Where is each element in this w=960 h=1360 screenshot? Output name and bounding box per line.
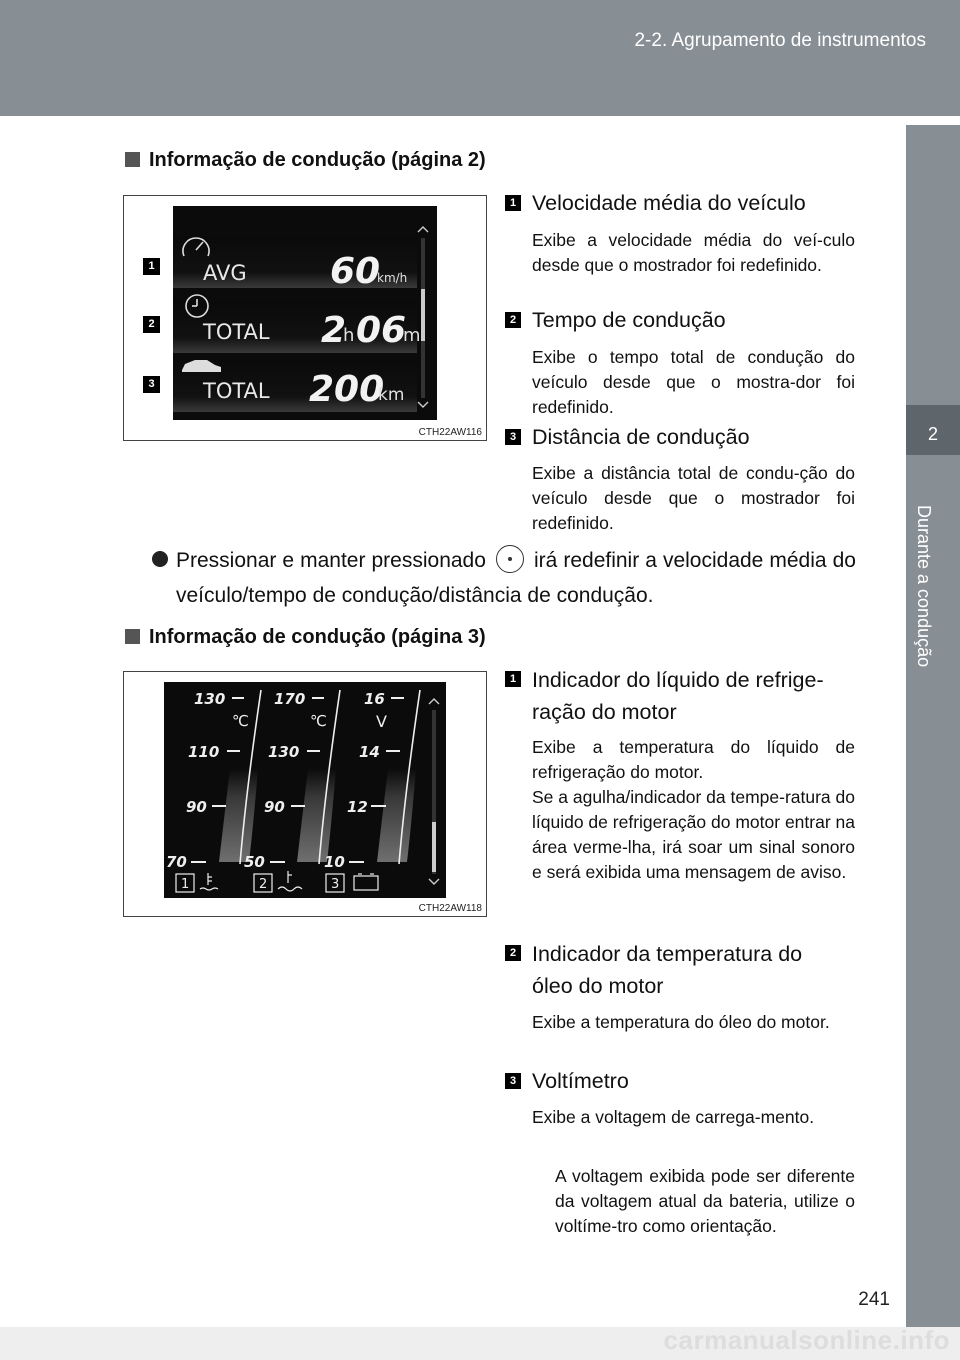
watermark-text: carmanualsonline.info bbox=[663, 1325, 950, 1355]
page-number: 241 bbox=[858, 1289, 890, 1310]
svg-text:16: 16 bbox=[364, 690, 385, 708]
reset-instruction: Pressionar e manter pressionado irá redefinir a velocidade média do veículo/tempo de condução/distância de condução. bbox=[152, 543, 856, 613]
svg-text:1: 1 bbox=[181, 877, 190, 892]
figure-driving-info-page2 bbox=[123, 195, 487, 441]
callout-2: 2 bbox=[143, 316, 160, 333]
item-voltmeter: 3 Voltímetro bbox=[505, 1066, 857, 1097]
svg-text:12: 12 bbox=[347, 798, 368, 816]
item-oil-temp-desc: Exibe a temperatura do óleo do motor. bbox=[532, 1012, 830, 1032]
figure-code: CTH22AW118 bbox=[418, 903, 482, 914]
square-bullet-icon bbox=[125, 152, 140, 167]
side-tab-label: Durante a condução bbox=[914, 505, 934, 668]
svg-text:2: 2 bbox=[259, 877, 268, 892]
svg-text:km/h: km/h bbox=[377, 271, 408, 285]
section-title-page3: Informação de condução (página 3) bbox=[125, 626, 486, 649]
svg-text:200: 200 bbox=[309, 369, 385, 410]
item-driving-distance: 3 Distância de condução bbox=[505, 422, 857, 453]
chapter-title: 2-2. Agrupamento de instrumentos bbox=[634, 30, 926, 51]
svg-text:℃: ℃ bbox=[232, 712, 249, 730]
svg-text:50: 50 bbox=[244, 853, 265, 871]
svg-text:TOTAL: TOTAL bbox=[203, 379, 270, 403]
side-tab bbox=[906, 125, 960, 1360]
svg-text:90: 90 bbox=[186, 798, 207, 816]
item-driving-distance-desc: Exibe a distância total de condu-ção do veículo desde que o mostrador foi redefinido. bbox=[532, 463, 855, 533]
item-oil-temp-gauge: 2 Indicador da temperatura do óleo do motor bbox=[505, 938, 857, 1002]
item-average-speed-desc: Exibe a velocidade média do veí-culo desde que o mostrador foi redefinido. bbox=[532, 230, 855, 275]
svg-text:km: km bbox=[378, 385, 405, 405]
svg-text:m: m bbox=[403, 325, 421, 346]
item-driving-time-desc: Exibe o tempo total de condução do veículo desde que o mostra-dor foi redefinido. bbox=[532, 347, 855, 417]
svg-text:℃: ℃ bbox=[310, 712, 327, 730]
svg-text:h: h bbox=[343, 325, 355, 346]
voltmeter-note: A voltagem exibida pode ser diferente da voltagem atual da bateria, utilize o voltíme-tro como orientação. bbox=[555, 1166, 855, 1236]
svg-text:170: 170 bbox=[274, 690, 306, 708]
svg-text:70: 70 bbox=[166, 853, 187, 871]
side-tab-number: 2 bbox=[927, 424, 938, 444]
item-coolant-gauge: 1 Indicador do líquido de refrige- ração do motor bbox=[505, 664, 857, 728]
page-header bbox=[0, 0, 960, 116]
bullet-dot-icon bbox=[152, 551, 168, 567]
square-bullet-icon bbox=[125, 629, 140, 644]
callout-3: 3 bbox=[143, 376, 160, 393]
svg-text:3: 3 bbox=[331, 877, 340, 892]
svg-text:130: 130 bbox=[194, 690, 226, 708]
steering-switch-icon bbox=[496, 545, 524, 573]
gauge-display-screen bbox=[164, 682, 446, 898]
svg-text:130: 130 bbox=[268, 743, 300, 761]
svg-text:06: 06 bbox=[356, 310, 407, 351]
item-voltmeter-desc: Exibe a voltagem de carrega-mento. bbox=[532, 1107, 815, 1127]
item-driving-time: 2 Tempo de condução bbox=[505, 305, 857, 336]
svg-text:AVG: AVG bbox=[203, 261, 247, 285]
svg-text:10: 10 bbox=[324, 853, 345, 871]
svg-text:2: 2 bbox=[321, 310, 347, 351]
svg-text:TOTAL: TOTAL bbox=[203, 320, 270, 344]
svg-text:110: 110 bbox=[188, 743, 220, 761]
item-average-speed: 1 Velocidade média do veículo bbox=[505, 188, 857, 219]
svg-text:60: 60 bbox=[330, 251, 381, 292]
svg-text:14: 14 bbox=[359, 743, 380, 761]
callout-1: 1 bbox=[143, 258, 160, 275]
item-coolant-desc: Exibe a temperatura do líquido de refrigeração do motor. Se a agulha/indicador da tempe-ratura do líquido de refrigeração do motor entrar na área verme-lha, irá soar um sinal sonoro e será exibida uma mensagem de aviso. bbox=[532, 737, 855, 882]
figure-code: CTH22AW116 bbox=[418, 427, 482, 438]
trip-display-screen bbox=[173, 206, 437, 420]
svg-text:90: 90 bbox=[264, 798, 285, 816]
figure-driving-info-page3 bbox=[123, 671, 487, 917]
svg-text:V: V bbox=[376, 712, 387, 731]
section-title-page2: Informação de condução (página 2) bbox=[125, 149, 486, 172]
